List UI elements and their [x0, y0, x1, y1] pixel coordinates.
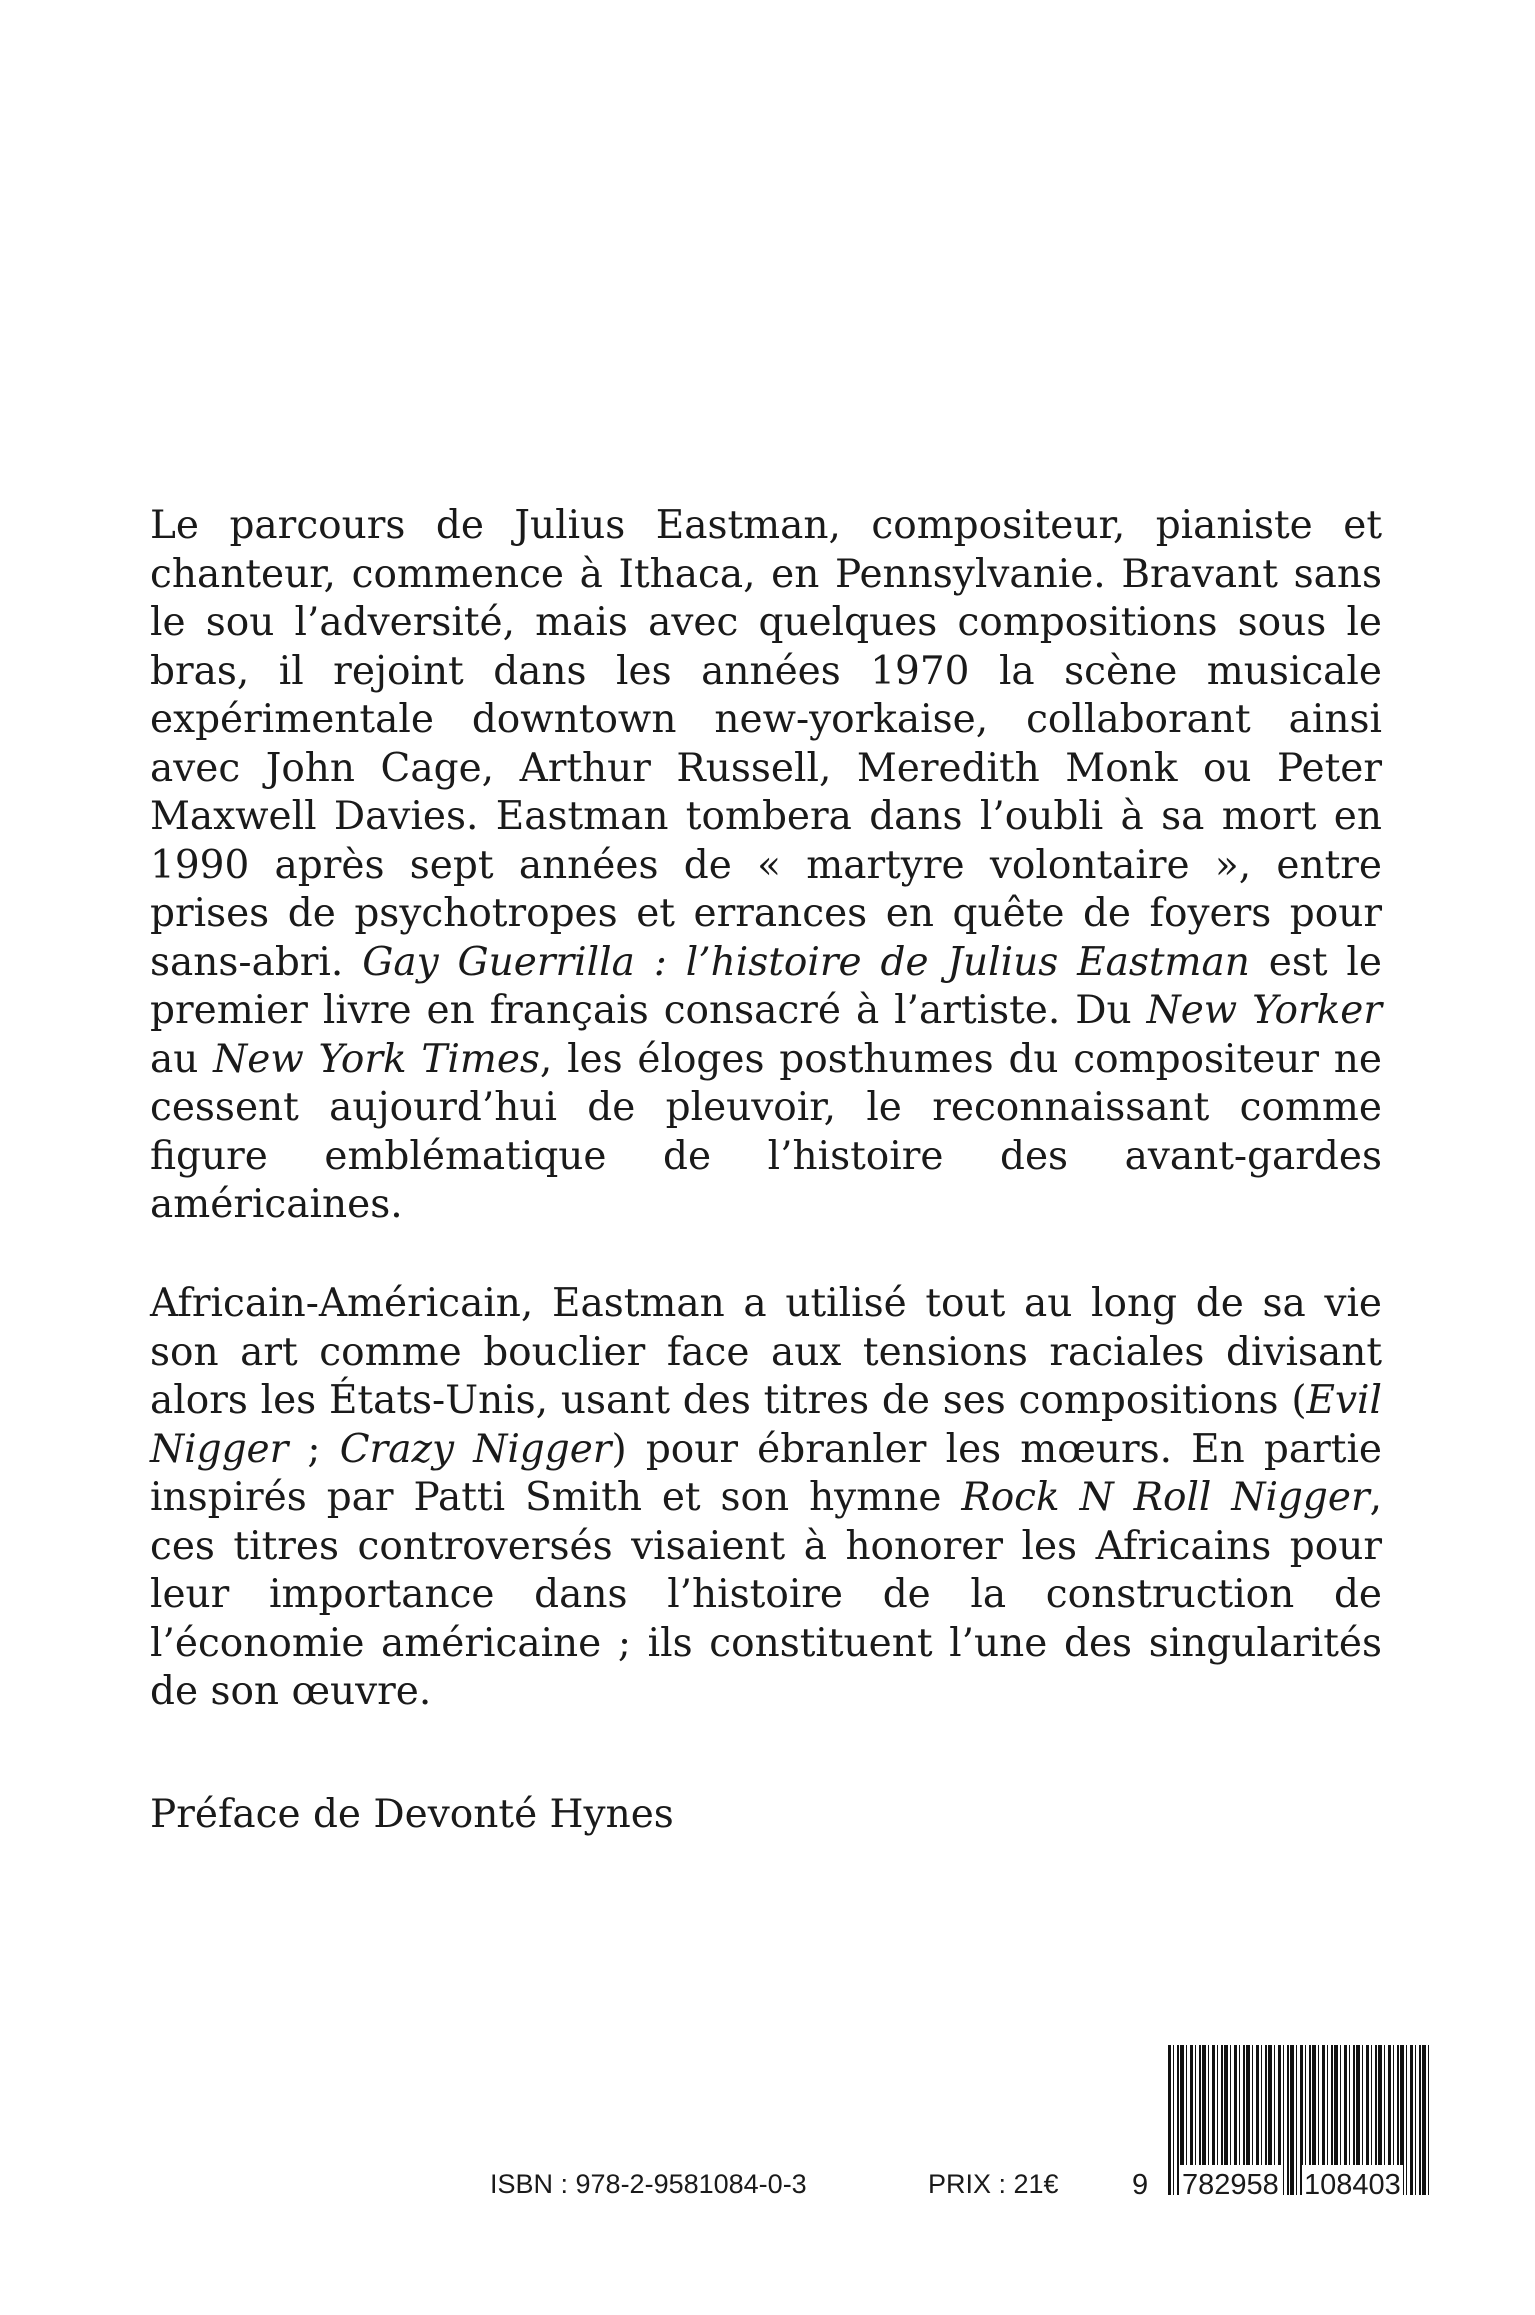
work-title-2: Crazy Nigger: [339, 1426, 612, 1472]
new-yorker-title: New Yorker: [1146, 988, 1382, 1033]
paragraph-1-text: [150, 502, 1382, 1230]
isbn-label: ISBN : 978-2-9581084-0-3: [490, 2169, 807, 2199]
barcode: [1130, 2045, 1440, 2205]
paragraph-1-part-4: , les éloges posthumes du compositeur ne cessent aujourd’hui de pleuvoir, le reconnaissant comme figure emblématique de l’histoire des avant-gardes américaines.: [150, 1036, 1382, 1227]
price-label: PRIX : 21€: [928, 2169, 1059, 2199]
new-york-times-title: New York Times: [213, 1036, 540, 1082]
paragraph-2-text: [150, 1280, 1382, 1717]
preface-credit: Préface de Devonté Hynes: [150, 1792, 674, 1837]
paragraph-2-part-3: ) pour ébranler les mœurs. En partie inspirés par Patti Smith et son hymne: [150, 1426, 1383, 1520]
work-title-1: Evil Nigger: [150, 1378, 1382, 1472]
barcode-first-digit: 9: [1130, 2165, 1150, 2205]
book-title: Gay Guerrilla : l’histoire de Julius Eastman: [362, 939, 1250, 985]
paragraph-1-part-3: au: [150, 1036, 214, 1082]
barcode-left-group: 782958: [1180, 2165, 1281, 2205]
paragraph-2-part-1: Africain-Américain, Eastman a utilisé tout au long de sa vie son art comme bouclier face aux tensions raciales divisant alors les États-Unis, usant des titres de ses compositions (: [150, 1281, 1382, 1423]
paragraph-1-part-1: Le parcours de Julius Eastman, compositeur, pianiste et chanteur, commence à Ithaca, en Pennsylvanie. Bravant sans le sou l’adversité, mais avec quelques compositions sous le bras, il rejoint dans les années 1970 la scène musicale expérimentale downtown new-yorkaise, collaborant ainsi avec John Cage, Arthur Russell, Meredith Monk ou Peter Maxwell Davies. Eastman tombera dans l’oubli à sa mort en 1990 après sept années de « martyre volontaire », entre prises de psychotropes et errances en quête de foyers pour sans-abri.: [150, 503, 1382, 985]
paragraph-2-part-4: , ces titres controversés visaient à honorer les Africains pour leur importance dans l’histoire de la construction de l’économie américaine ; ils constituent l’une des singularités de son œuvre.: [150, 1475, 1382, 1714]
description-paragraph-1: [150, 502, 1382, 1230]
barcode-digits: [1130, 2165, 1440, 2205]
paragraph-2-part-2: ;: [288, 1426, 340, 1472]
description-paragraph-2: [150, 1280, 1382, 1717]
paragraph-1-part-2: est le premier livre en français consacré à l’artiste. Du: [150, 939, 1382, 1033]
barcode-right-group: 108403: [1302, 2165, 1403, 2205]
work-title-3: Rock N Roll Nigger: [961, 1475, 1370, 1520]
